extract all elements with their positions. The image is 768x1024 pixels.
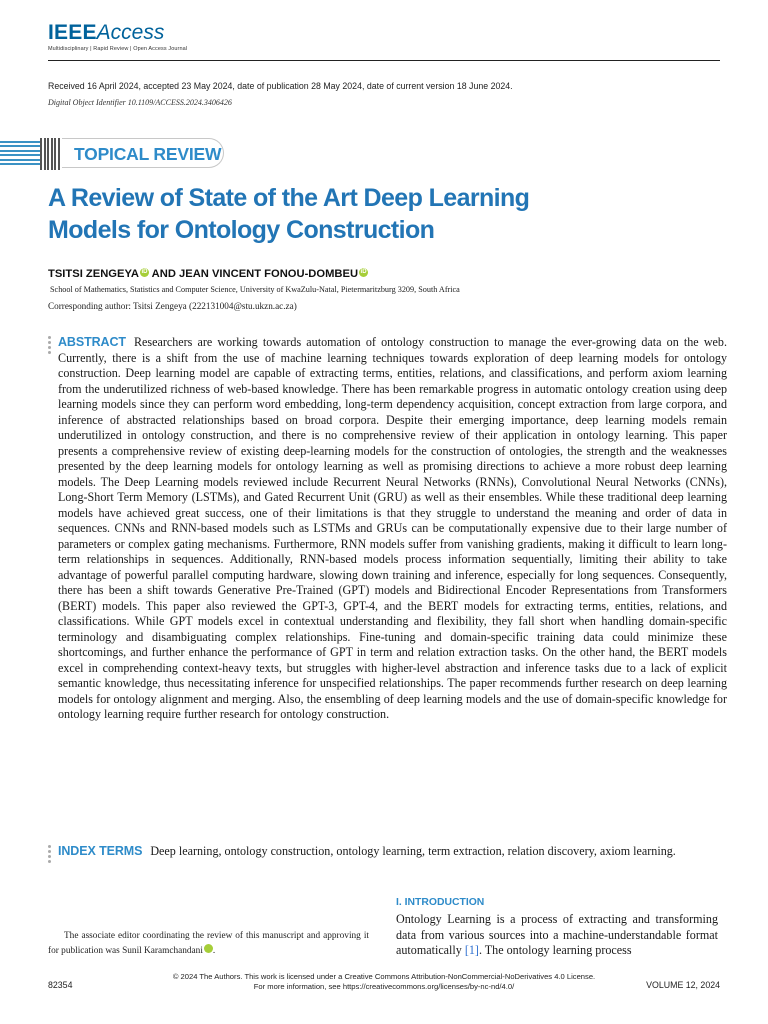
orcid-icon[interactable]: iD <box>141 269 148 275</box>
banner-stripes-decoration <box>0 141 40 169</box>
index-terms-dots-decoration <box>48 845 51 865</box>
author-conjunction: AND <box>148 268 180 280</box>
header-divider <box>48 60 720 61</box>
volume-label: VOLUME 12, 2024 <box>646 980 720 990</box>
index-terms-label: INDEX TERMS <box>58 844 143 858</box>
abstract-label: ABSTRACT <box>58 335 126 349</box>
editor-note-end: . <box>212 946 216 956</box>
logo-ieee-text: IEEE <box>48 21 97 44</box>
introduction-text: Ontology Learning is a process of extracting and transforming data from various sources into a machine-understandable format automatically <box>396 912 718 958</box>
page-number: 82354 <box>48 980 73 990</box>
citation-link[interactable]: [1] <box>464 943 479 958</box>
paper-title-line: Models for Ontology Construction <box>48 216 435 244</box>
article-type-banner <box>0 134 230 172</box>
paper-title <box>48 182 688 246</box>
doi: Digital Object Identifier 10.1109/ACCESS.2024.3406426 <box>48 98 232 107</box>
license-notice <box>100 972 668 992</box>
orcid-icon[interactable]: iD <box>204 944 213 953</box>
publication-dates: Received 16 April 2024, accepted 23 May 2024, date of publication 28 May 2024, date of current version 18 June 2024. <box>48 81 513 91</box>
index-terms-text: Deep learning, ontology construction, ontology learning, term extraction, relation discovery, axiom learning. <box>150 844 676 858</box>
article-type-label: TOPICAL REVIEW <box>74 144 222 164</box>
introduction-paragraph <box>396 912 718 959</box>
banner-bars-decoration <box>40 138 62 170</box>
journal-logo <box>48 22 187 52</box>
corresponding-author: Corresponding author: Tsitsi Zengeya (222131004@stu.ukzn.ac.za) <box>48 301 297 311</box>
introduction-heading: I. INTRODUCTION <box>396 897 485 908</box>
paper-title-line: A Review of State of the Art Deep Learning <box>48 184 530 212</box>
index-terms-section <box>58 844 727 860</box>
editor-note <box>48 929 369 959</box>
introduction-text-continued: . The ontology learning process <box>478 943 632 958</box>
author-list <box>48 268 368 280</box>
editor-note-text: The associate editor coordinating the review of this manuscript and approving it for publication was Sunil Karamchandani <box>48 931 369 956</box>
abstract-dots-decoration <box>48 336 51 356</box>
license-line: © 2024 The Authors. This work is licensed under a Creative Commons Attribution-NonCommercial-NoDerivatives 4.0 License. <box>172 972 596 981</box>
orcid-icon[interactable]: iD <box>360 269 367 275</box>
author-name: TSITSI ZENGEYA <box>48 268 139 280</box>
license-link[interactable]: For more information, see https://creativecommons.org/licenses/by-nc-nd/4.0/ <box>253 982 515 991</box>
logo-access-text: Access <box>96 21 165 44</box>
journal-tagline: Multidisciplinary | Rapid Review | Open Access Journal <box>48 46 188 52</box>
abstract-text: Researchers are working towards automation of ontology construction to manage the ever-growing data on the web. Currently, there is a shift from the use of machine learning techniques towards exploration of deep learning models for ontology construction. Deep learning model are capable of extracting terms, entities, relations, and classifications, and perform axiom learning from the underutilized richness of web-based knowledge. There has been remarkable progress in automatic ontology creation using deep learning models since they can perform word embedding, long-term dependency acquisition, concept extraction from large corpora, and inference of abstracted relationships based on broad corpora. Despite their emerging importance, deep learning models remain underutilized in ontology construction, and there is no comprehensive review of their application in ontology learning. This paper presents a comprehensive review of existing deep-learning models for the construction of ontologies, the strength and the weaknesses presented by the deep learning models for ontology learning as well as promising directions to achieve a more robust deep learning models. The Deep Learning models reviewed include Recurrent Neural Networks (RNNs), Convolutional Neural Networks (CNNs), Long-Short Term Memory (LSTMs), and Gated Recurrent Unit (GRU) as well as their ensembles. While these traditional deep learning models have achieved great success, one of their limitations is that they struggle to understand the meaning and order of data in sequences. CNNs and RNN-based models such as LSTMs and GRUs can be computationally expensive due to their large number of parameters or complex gating mechanisms. Furthermore, RNN models suffer from vanishing gradients, making it difficult to learn long-term relationships in sequences. Additionally, RNN-based models process information sequentially, limiting their ability to take advantage of powerful parallel computing hardware, slowing down training and inference, especially for long sequences. Consequently, there has been a shift towards Generative Pre-Trained (GPT) models and Bidirectional Encoder Representations from Transformers (BERT) models. This paper also reviewed the GPT-3, GPT-4, and the BERT models for extracting terms, entities, relations, and classifications. While GPT models excel in contextual understanding and flexibility, they fall short when handling domain-specific terminology and disambiguating complex relationships. Fine-tuning and domain-specific training data could minimize these shortcomings, and further enhance the performance of GPT in term and relation extraction tasks. On the other hand, the BERT models excel in comprehending context-heavy texts, but struggles with higher-level abstraction and inference tasks due to a lack of explicit semantic knowledge, thus necessitating inference for unspecified relationships. The paper recommends further research on deep learning models for ontology alignment and merging. Also, the ensembling of deep learning models and the use of domain-specific knowledge for ontology learning require further research for ontology construction. <box>58 335 727 721</box>
affiliation: School of Mathematics, Statistics and Computer Science, University of KwaZulu-Natal, Pietermaritzburg 3209, South Africa <box>50 285 460 294</box>
author-name: JEAN VINCENT FONOU-DOMBEU <box>179 268 359 280</box>
abstract-section <box>58 335 727 723</box>
